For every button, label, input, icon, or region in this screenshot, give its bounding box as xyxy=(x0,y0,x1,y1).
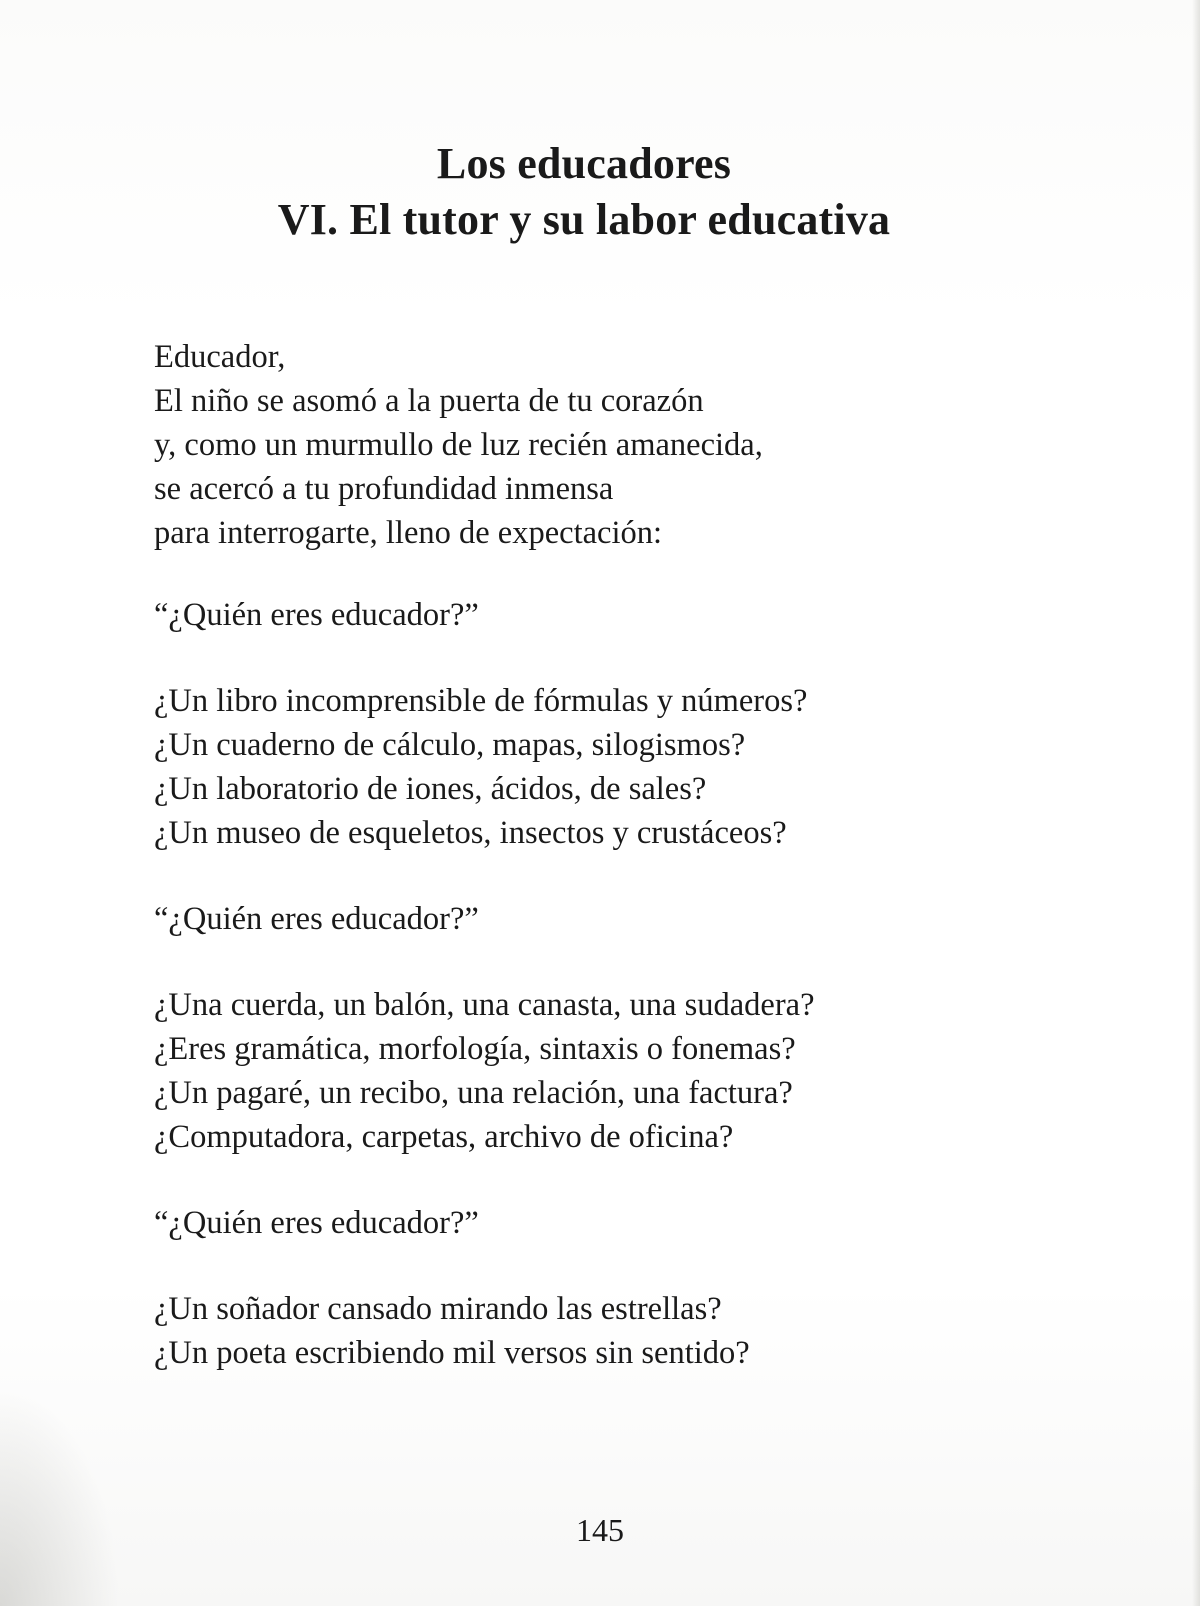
poem-line: ¿Eres gramática, morfología, sintaxis o fonemas? xyxy=(154,1031,796,1067)
poem-line: “¿Quién eres educador?” xyxy=(154,1205,479,1241)
chapter-title: Los educadores xyxy=(436,139,732,188)
poem-line: para interrogarte, lleno de expectación: xyxy=(154,515,663,551)
poem-body xyxy=(154,335,1054,1375)
poem-line: ¿Computadora, carpetas, archivo de oficina? xyxy=(154,1119,734,1155)
stanza xyxy=(154,983,1054,1159)
poem-line: ¿Un soñador cansado mirando las estrellas? xyxy=(154,1291,722,1327)
stanza xyxy=(154,335,1054,555)
poem-line: El niño se asomó a la puerta de tu corazón xyxy=(154,383,704,419)
poem-line: ¿Un poeta escribiendo mil versos sin sentido? xyxy=(154,1335,750,1371)
poem-line: “¿Quién eres educador?” xyxy=(154,901,479,937)
poem-line: ¿Un laboratorio de iones, ácidos, de sales? xyxy=(154,771,707,807)
stanza xyxy=(154,679,1054,855)
poem-line: ¿Un museo de esqueletos, insectos y crustáceos? xyxy=(154,815,787,851)
page-edge xyxy=(1192,0,1200,1606)
poem-line: Educador, xyxy=(154,339,286,375)
refrain xyxy=(154,1201,1054,1245)
poem-line: y, como un murmullo de luz recién amanecida, xyxy=(154,427,763,463)
poem-line: ¿Una cuerda, un balón, una canasta, una sudadera? xyxy=(154,987,815,1023)
poem-line: ¿Un pagaré, un recibo, una relación, una factura? xyxy=(154,1075,793,1111)
refrain xyxy=(154,593,1054,637)
poem-line: ¿Un libro incomprensible de fórmulas y números? xyxy=(154,683,808,719)
poem-line: se acercó a tu profundidad inmensa xyxy=(154,471,614,507)
stanza xyxy=(154,1287,1054,1375)
poem-line: ¿Un cuaderno de cálculo, mapas, silogismos? xyxy=(154,727,746,763)
page-number: 145 xyxy=(576,1512,624,1548)
section-title: VI. El tutor y su labor educativa xyxy=(277,195,891,244)
poem-line: “¿Quién eres educador?” xyxy=(154,597,479,633)
refrain xyxy=(154,897,1054,941)
page-corner-shadow xyxy=(0,1386,120,1606)
